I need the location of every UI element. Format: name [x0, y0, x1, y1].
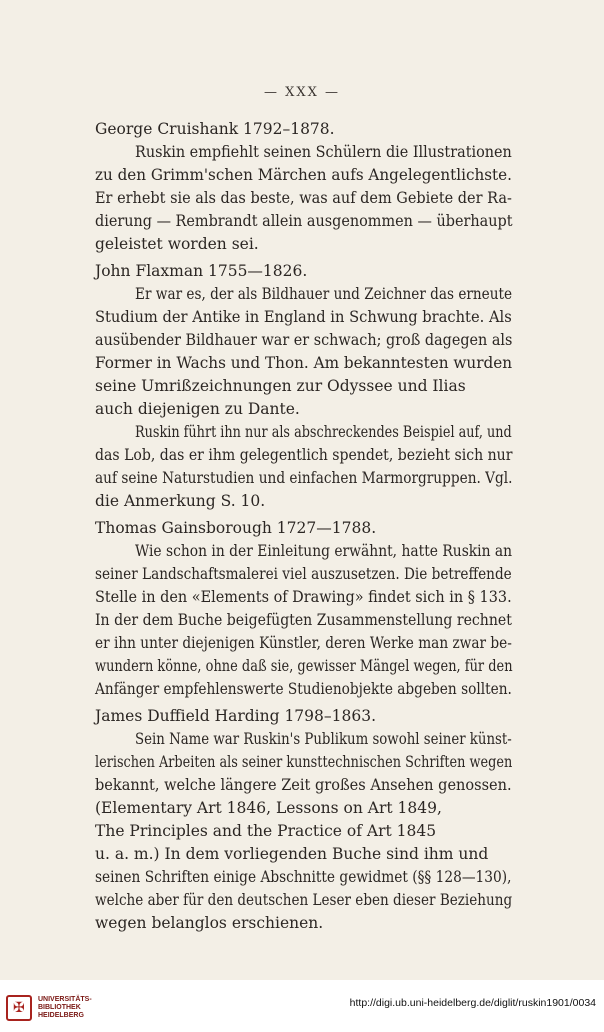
- text-line: In der dem Buche beigefügten Zusammenstellung rechnet: [95, 611, 512, 629]
- text-line: Former in Wachs und Thon. Am bekanntesten wurden: [95, 354, 513, 372]
- text-line: seiner Landschaftsmalerei viel auszusetzen. Die betreffende: [95, 565, 512, 583]
- entry-heading-flaxman: John Flaxman 1755—1826.: [95, 262, 308, 280]
- text-line: Er erhebt sie als das beste, was auf dem Gebiete der Ra-: [95, 189, 512, 207]
- text-line: geleistet worden sei.: [95, 235, 259, 253]
- text-line: Er war es, der als Bildhauer und Zeichner das erneute: [135, 285, 513, 303]
- text-line: auf seine Naturstudien und einfachen Marmorgruppen. Vgl.: [95, 469, 513, 487]
- text-line: wundern könne, ohne daß sie, gewisser Mängel wegen, für den: [95, 657, 513, 675]
- text-line: seine Umrißzeichnungen zur Odyssee und Ilias: [95, 377, 466, 395]
- text-line: u. a. m.) In dem vorliegenden Buche sind ihm und: [95, 845, 489, 863]
- text-line: Wie schon in der Einleitung erwähnt, hatte Ruskin an: [135, 542, 513, 560]
- text-line: Anfänger empfehlenswerte Studienobjekte abgeben sollten.: [95, 680, 512, 698]
- text-line: das Lob, das er ihm gelegentlich spendet, bezieht sich nur: [95, 446, 513, 464]
- text-line: bekannt, welche längere Zeit großes Ansehen genossen.: [95, 776, 512, 794]
- library-logo-text: UNIVERSITÄTS- BIBLIOTHEK HEIDELBERG: [38, 996, 92, 1019]
- text-line: wegen belanglos erschienen.: [95, 914, 324, 932]
- text-line: zu den Grimm'schen Märchen aufs Angelegentlichste.: [95, 166, 512, 184]
- text-line: Stelle in den «Elements of Drawing» findet sich in § 133.: [95, 588, 512, 606]
- text-line: Sein Name war Ruskin's Publikum sowohl seiner künst-: [135, 730, 512, 748]
- entry-heading-cruikshank: George Cruishank 1792–1878.: [95, 120, 335, 138]
- text-line: seinen Schriften einige Abschnitte gewidmet (§§ 128—130),: [95, 868, 512, 886]
- entry-heading-harding: James Duffield Harding 1798–1863.: [95, 707, 377, 725]
- text-line: welche aber für den deutschen Leser eben dieser Beziehung: [95, 891, 513, 909]
- text-line: die Anmerkung S. 10.: [95, 492, 266, 510]
- text-line: dierung — Rembrandt allein ausgenommen — überhaupt: [95, 212, 513, 230]
- text-line: Ruskin empfiehlt seinen Schülern die Illustrationen: [135, 143, 512, 161]
- text-line: The Principles and the Practice of Art 1845: [95, 822, 437, 840]
- text-line: auch diejenigen zu Dante.: [95, 400, 300, 418]
- page-number: — XXX —: [263, 85, 341, 100]
- text-line: ausübender Bildhauer war er schwach; groß dagegen als: [95, 331, 513, 349]
- library-logo[interactable]: [6, 995, 108, 1021]
- text-line: er ihn unter diejenigen Künstler, deren Werke man zwar be-: [95, 634, 512, 652]
- text-line: Studium der Antike in England in Schwung brachte. Als: [95, 308, 512, 326]
- entry-heading-gainsborough: Thomas Gainsborough 1727—1788.: [95, 519, 377, 537]
- source-url-link[interactable]: http://digi.ub.uni-heidelberg.de/diglit/ruskin1901/0034: [349, 997, 596, 1009]
- text-line: (Elementary Art 1846, Lessons on Art 1849,: [95, 799, 442, 817]
- library-seal-icon: ✠: [6, 995, 32, 1021]
- text-line: Ruskin führt ihn nur als abschreckendes Beispiel auf, und: [135, 423, 512, 441]
- text-line: lerischen Arbeiten als seiner kunsttechnischen Schriften wegen: [95, 753, 513, 771]
